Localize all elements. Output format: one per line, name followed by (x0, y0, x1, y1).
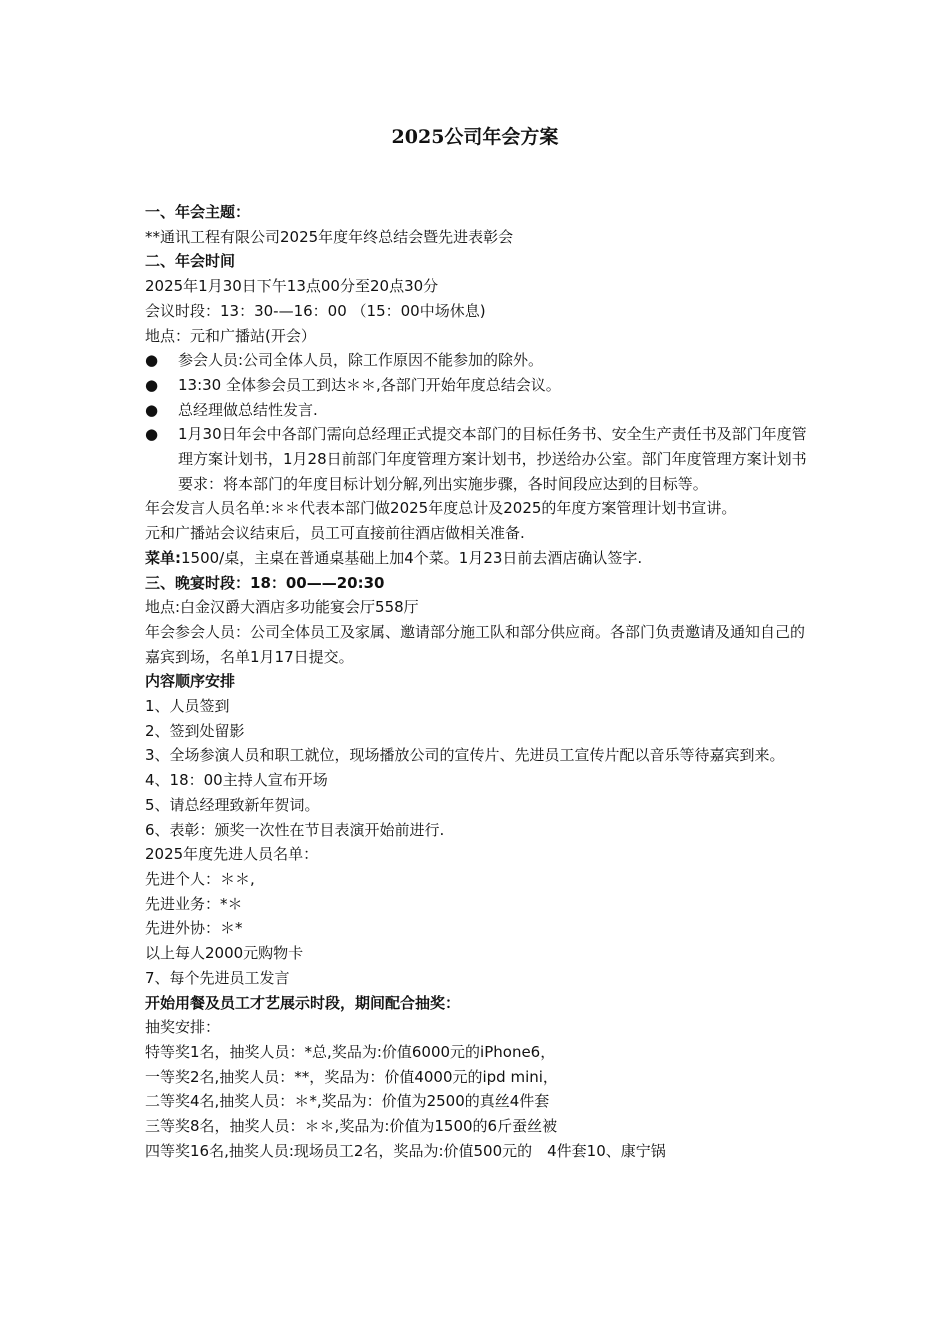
speakers-text: 年会发言人员名单:＊＊代表本部门做2025年度总计及2025的年度方案管理计划书宣讲。 (145, 499, 737, 518)
prize-item: 特等奖1名，抽奖人员：*总,奖品为:价值6000元的iPhone6， (145, 1042, 556, 1061)
order-heading: 内容顺序安排 (145, 672, 236, 691)
menu-text (145, 546, 815, 571)
section-3-heading: 三、晚宴时段：18：00——20:30 (145, 573, 385, 592)
awardee-item: 先进业务：*＊ (145, 894, 243, 913)
order-item: 1、人员签到 (145, 697, 230, 716)
bullet-text: 总经理做总结性发言. (178, 400, 318, 419)
after-meeting-text: 元和广播站会议结束后，员工可直接前往酒店做相关准备. (145, 524, 525, 543)
lottery-heading: 开始用餐及员工才艺展示时段，期间配合抽奖： (145, 993, 461, 1012)
bullet-icon: ● (145, 425, 159, 444)
date-text: 2025年1月30日下午13点00分至20点30分 (145, 277, 439, 296)
order-item: 6、表彰：颁奖一次性在节目表演开始前进行. (145, 820, 445, 839)
bullet-icon: ● (145, 351, 159, 370)
bullet-text: 参会人员:公司全体人员，除工作原因不能参加的除外。 (178, 351, 544, 370)
bullet-item (145, 348, 815, 373)
awardee-item: 先进外协：＊* (145, 919, 243, 938)
prize-item: 二等奖4名,抽奖人员：＊*,奖品为：价值为2500的真丝4件套 (145, 1092, 550, 1111)
attendees-text: 年会参会人员：公司全体员工及家属、邀请部分施工队和部分供应商。各部门负责邀请及通知自己的嘉宾到场，名单1月17日提交。 (145, 622, 806, 666)
bullet-text: 1月30日年会中各部门需向总经理正式提交本部门的目标任务书、安全生产责任书及部门年度管理方案计划书，1月28日前部门年度管理方案计划书，抄送给办公室。部门年度管理方案计划书要求：将本部门的年度目标计划分解,列出实施步骤，各时间段应达到的目标等。 (178, 425, 807, 493)
order-item: 4、18：00主持人宣布开场 (145, 771, 328, 790)
bullet-item (145, 398, 815, 423)
order-item: 2、签到处留影 (145, 721, 245, 740)
section-1-heading: 一、年会主题： (145, 203, 251, 221)
theme-text: **通讯工程有限公司2025年度年终总结会暨先进表彰会 (145, 227, 514, 246)
place-text: 地点：元和广播站(开会） (145, 326, 316, 345)
menu-label: 菜单: (145, 548, 181, 567)
banquet-place-text: 地点:白金汉爵大酒店多功能宴会厅558厅 (145, 598, 419, 617)
order-item: 7、每个先进员工发言 (145, 968, 290, 987)
award-prize-text: 以上每人2000元购物卡 (145, 944, 304, 963)
section-2-heading: 二、年会时间 (145, 252, 236, 271)
menu-value: 1500/桌，主桌在普通桌基础上加4个菜。1月23日前去酒店确认签字. (181, 548, 643, 567)
bullet-icon: ● (145, 400, 159, 419)
prize-item: 四等奖16名,抽奖人员:现场员工2名，奖品为:价值500元的 4件套10、康宁锅 (145, 1141, 666, 1160)
awardee-item: 先进个人：＊＊, (145, 869, 255, 888)
session-text: 会议时段：13：30-—16：00 （15：00中场休息) (145, 301, 486, 320)
order-item: 5、请总经理致新年贺词。 (145, 795, 320, 814)
document-title: 2025公司年会方案 (391, 126, 559, 148)
award-list-title: 2025年度先进人员名单： (145, 845, 319, 864)
bullet-item (145, 373, 815, 398)
document-body (145, 200, 815, 1163)
bullet-icon: ● (145, 375, 159, 394)
order-item: 3、全场参演人员和职工就位，现场播放公司的宣传片、先进员工宣传片配以音乐等待嘉宾到来。 (145, 746, 785, 765)
lottery-intro: 抽奖安排： (145, 1018, 221, 1037)
bullet-item (145, 422, 815, 496)
prize-item: 一等奖2名,抽奖人员：**，奖品为：价值4000元的ipd mini， (145, 1067, 558, 1086)
prize-item: 三等奖8名，抽奖人员：＊＊,奖品为:价值为1500的6斤蚕丝被 (145, 1117, 558, 1136)
bullet-text: 13:30 全体参会员工到达＊＊,各部门开始年度总结会议。 (178, 375, 561, 394)
